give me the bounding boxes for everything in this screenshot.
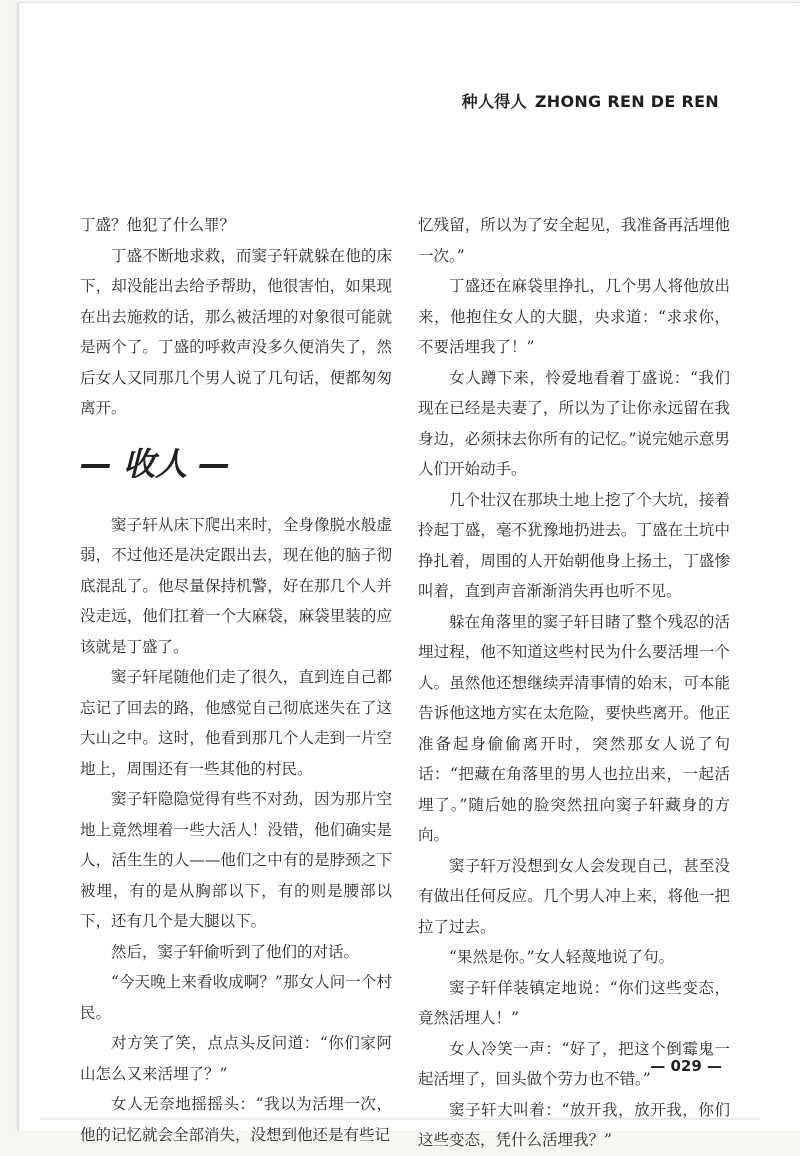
- paragraph: “果然是你。”女人轻蔑地说了句。: [449, 948, 675, 966]
- paragraph: 窦子轩尾随他们走了很久，直到连自己都忘记了回去的路，他感觉自己彻底迷失在了这大山之中。这时，他看到那几个人走到一片空地上，周围还有一些其他的村民。: [80, 668, 392, 778]
- paragraph: 丁盛还在麻袋里挣扎，几个男人将他放出来，他抱住女人的大腿，央求道：“求求你，不要活埋我了！”: [418, 277, 730, 356]
- paragraph: 窦子轩从床下爬出来时，全身像脱水般虚弱，不过他还是决定跟出去，现在他的脑子彻底混乱了。他尽量保持机警，好在那几个人并没走远，他们扛着一个大麻袋，麻袋里装的应该就是丁盛了。: [80, 515, 392, 656]
- paragraph: 忆残留，所以为了安全起见，我准备再活埋他一次。”: [418, 216, 730, 265]
- paragraph: 然后，窦子轩偷听到了他们的对话。: [111, 942, 360, 961]
- left-column: [80, 210, 392, 1150]
- section-heading: — 收人 —: [80, 444, 231, 483]
- paragraph: 丁盛？他犯了什么罪？: [80, 216, 236, 234]
- bottom-edge-rule: [40, 1118, 760, 1120]
- paragraph: 对方笑了笑，点点头反问道：“你们家阿山怎么又来活埋了？”: [80, 1034, 392, 1083]
- paragraph: 窦子轩大叫着：“放开我，放开我，你们这些变态，凭什么活埋我？”: [418, 1100, 730, 1149]
- paragraph: 窦子轩万没想到女人会发现自己，甚至没有做出任何反应。几个男人冲上来，将他一把拉了过去。: [418, 856, 730, 936]
- paragraph: “今天晚上来看收成啊？”那女人问一个村民。: [80, 973, 392, 1022]
- running-header: [462, 89, 719, 112]
- paragraph: 丁盛不断地求救，而窦子轩就躲在他的床下，却没能出去给予帮助，他很害怕，如果现在出去施救的话，那么被活埋的对象很可能就是两个了。丁盛的呼救声没多久便消失了，然后女人又同那几个男人说了几句话，便都匆匆离开。: [80, 246, 392, 417]
- paragraph: 几个壮汉在那块土地上挖了个大坑，接着拎起丁盛，毫不犹豫地扔进去。丁盛在土坑中挣扎着，周围的人开始朝他身上扬土，丁盛惨叫着，直到声音渐渐消失再也听不见。: [418, 490, 730, 600]
- header-title-cn: 种人得人: [461, 92, 527, 111]
- paragraph: 女人无奈地摇摇头：“我以为活埋一次，他的记忆就会全部消失，没想到他还是有些记: [80, 1095, 392, 1144]
- header-title-en: ZHONG REN DE REN: [534, 92, 719, 111]
- paragraph: 窦子轩隐隐觉得有些不对劲，因为那片空地上竟然埋着一些大活人！没错，他们确实是人，活生生的人——他们之中有的是脖颈之下被埋，有的是从胸部以下，有的则是腰部以下，还有几个是大腿以下。: [80, 790, 392, 930]
- paragraph: 女人蹲下来，怜爱地看着丁盛说：“我们现在已经是夫妻了，所以为了让你永远留在我身边，必须抹去你所有的记忆。”说完她示意男人们开始动手。: [418, 368, 730, 478]
- paragraph: 躲在角落里的窦子轩目睹了整个残忍的活埋过程，他不知道这些村民为什么要活埋一个人。虽然他还想继续弄清事情的始末，可本能告诉他这地方实在太危险，要快些离开。他正准备起身偷偷离开时，突然那女人说了句话：“把藏在角落里的男人也拉出来，一起活埋了。”随后她的脸突然扭向窦子轩藏身的方向。: [418, 612, 730, 844]
- paragraph: 女人冷笑一声：“好了，把这个倒霉鬼一起活埋了，回头做个劳力也不错。”: [418, 1039, 730, 1088]
- paragraph: 窦子轩佯装镇定地说：“你们这些变态，竟然活埋人！”: [418, 978, 730, 1027]
- page-number: — 029 —: [650, 1057, 722, 1075]
- right-column: [418, 210, 730, 1156]
